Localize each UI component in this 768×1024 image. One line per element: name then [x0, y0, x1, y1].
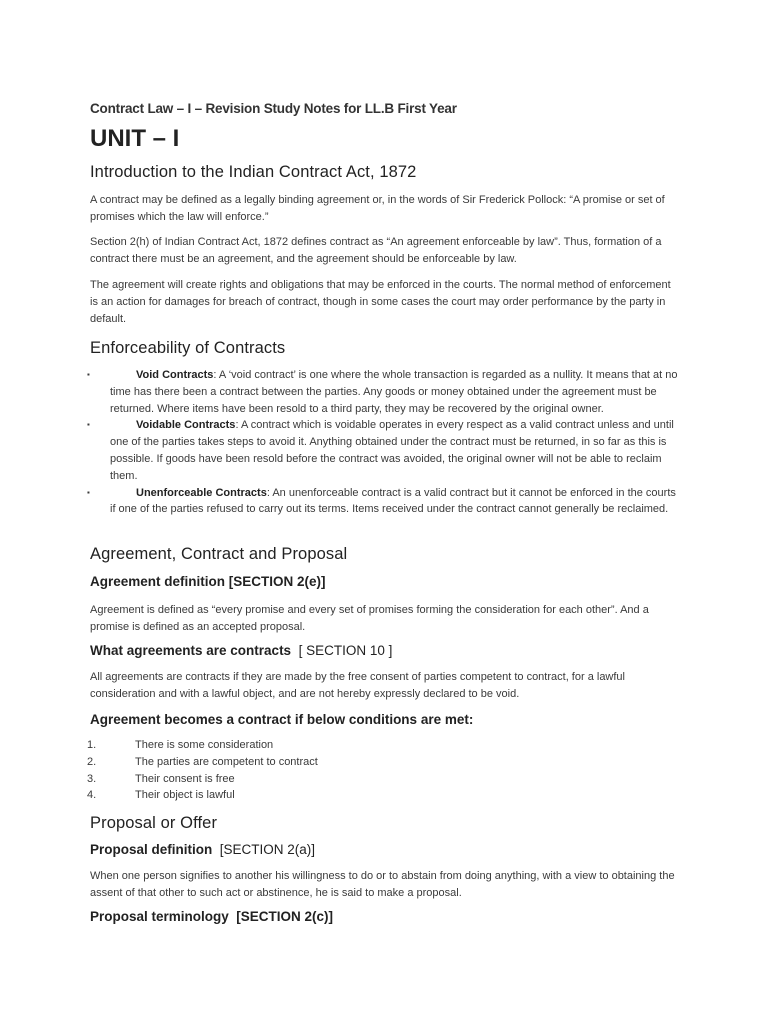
proposal-terminology-label: Proposal terminology — [90, 909, 229, 924]
void-contracts-text: : A ‘void contract’ is one where the whole transaction is regarded as a nullity. It means that at no time has there been a contract between the parties. Any goods or money obtained under the agreement must be returned. Where items have been resold to a third party, they may be recovered by the original owner. — [110, 369, 678, 415]
proposal-terminology-heading — [90, 909, 333, 924]
term-void-contracts: Void Contracts — [136, 369, 214, 381]
condition-text: The parties are competent to contract — [135, 755, 318, 768]
document-title: Contract Law – I – Revision Study Notes for LL.B First Year — [90, 101, 457, 116]
conditions-list — [87, 737, 318, 804]
which-agreements-text: All agreements are contracts if they are made by the free consent of parties competent to contract, for a lawful consideration and with a lawful object, and are not hereby expressly declared to be void. — [90, 671, 625, 700]
condition-item — [87, 787, 318, 804]
intro-heading: Introduction to the Indian Contract Act, 1872 — [90, 163, 417, 181]
intro-paragraph-1: A contract may be defined as a legally binding agreement or, in the words of Sir Frederick Pollock: “A promise or set of promises which the law will enforce.” — [90, 194, 665, 223]
proposal-definition-label: Proposal definition — [90, 842, 213, 857]
bullet-marker: ▪ — [87, 420, 90, 430]
list-item-unenforceable-contracts — [87, 485, 678, 519]
condition-item — [87, 737, 318, 754]
condition-text: Their object is lawful — [135, 789, 235, 802]
agreement-definition-heading: Agreement definition [SECTION 2(e)] — [90, 574, 326, 589]
which-agreements-heading-label: What agreements are contracts — [90, 643, 292, 658]
condition-item — [87, 754, 318, 771]
enforceability-list — [87, 367, 678, 518]
enforceability-heading: Enforceability of Contracts — [90, 339, 286, 357]
condition-number: 4. — [87, 789, 97, 802]
proposal-definition-text: When one person signifies to another his willingness to do or to abstain from doing anything, with a view to obtaining the assent of that other to such act or abstinence, he is said to make a proposal. — [90, 870, 675, 899]
agreement-definition-text: Agreement is defined as “every promise and every set of promises forming the consideration for each other”. And a promise is defined as an accepted proposal. — [90, 604, 649, 633]
condition-number: 2. — [87, 755, 97, 768]
list-item-voidable-contracts — [87, 417, 678, 484]
unenforceable-contracts-text: : An unenforceable contract is a valid contract but it cannot be enforced in the courts if one of the parties refused to carry out its terms. Items received under the contract cannot generally be reclaimed. — [110, 486, 676, 516]
section-10-ref: [ SECTION 10 ] — [298, 643, 393, 658]
voidable-contracts-text: : A contract which is voidable operates in every respect as a valid contract unless and until one of the parties takes steps to avoid it. Anything obtained under the contract must be returned, in so far as this is possible. If goods have been resold before the contract was avoided, the original owner will not be able to reclaim them. — [110, 419, 674, 482]
term-voidable-contracts: Voidable Contracts — [136, 419, 236, 432]
condition-item — [87, 771, 318, 788]
proposal-definition-heading — [90, 842, 315, 857]
term-unenforceable-contracts: Unenforceable Contracts — [136, 486, 267, 499]
condition-number: 3. — [87, 772, 97, 785]
condition-text: Their consent is free — [135, 772, 235, 785]
proposal-heading: Proposal or Offer — [90, 814, 218, 832]
agreement-heading: Agreement, Contract and Proposal — [90, 545, 348, 563]
bullet-marker: ▪ — [87, 370, 90, 379]
condition-text: There is some consideration — [135, 739, 274, 751]
section-2a-ref: [SECTION 2(a)] — [219, 842, 316, 857]
list-item-void-contracts — [87, 367, 678, 417]
section-2c-ref: [SECTION 2(c)] — [236, 909, 334, 924]
conditions-heading: Agreement becomes a contract if below conditions are met: — [90, 712, 474, 727]
intro-paragraph-3: The agreement will create rights and obligations that may be enforced in the courts. The normal method of enforcement is an action for damages for breach of contract, though in some cases the court may order performance by the party in default. — [90, 279, 671, 325]
intro-paragraph-2: Section 2(h) of Indian Contract Act, 1872 defines contract as “An agreement enforceable by law”. Thus, formation of a contract there must be an agreement, and the agreement should be enforceable by law. — [90, 236, 662, 265]
bullet-marker: ▪ — [87, 487, 90, 497]
unit-heading: UNIT – I — [90, 125, 180, 152]
which-agreements-heading — [90, 643, 392, 658]
condition-number: 1. — [87, 739, 97, 751]
